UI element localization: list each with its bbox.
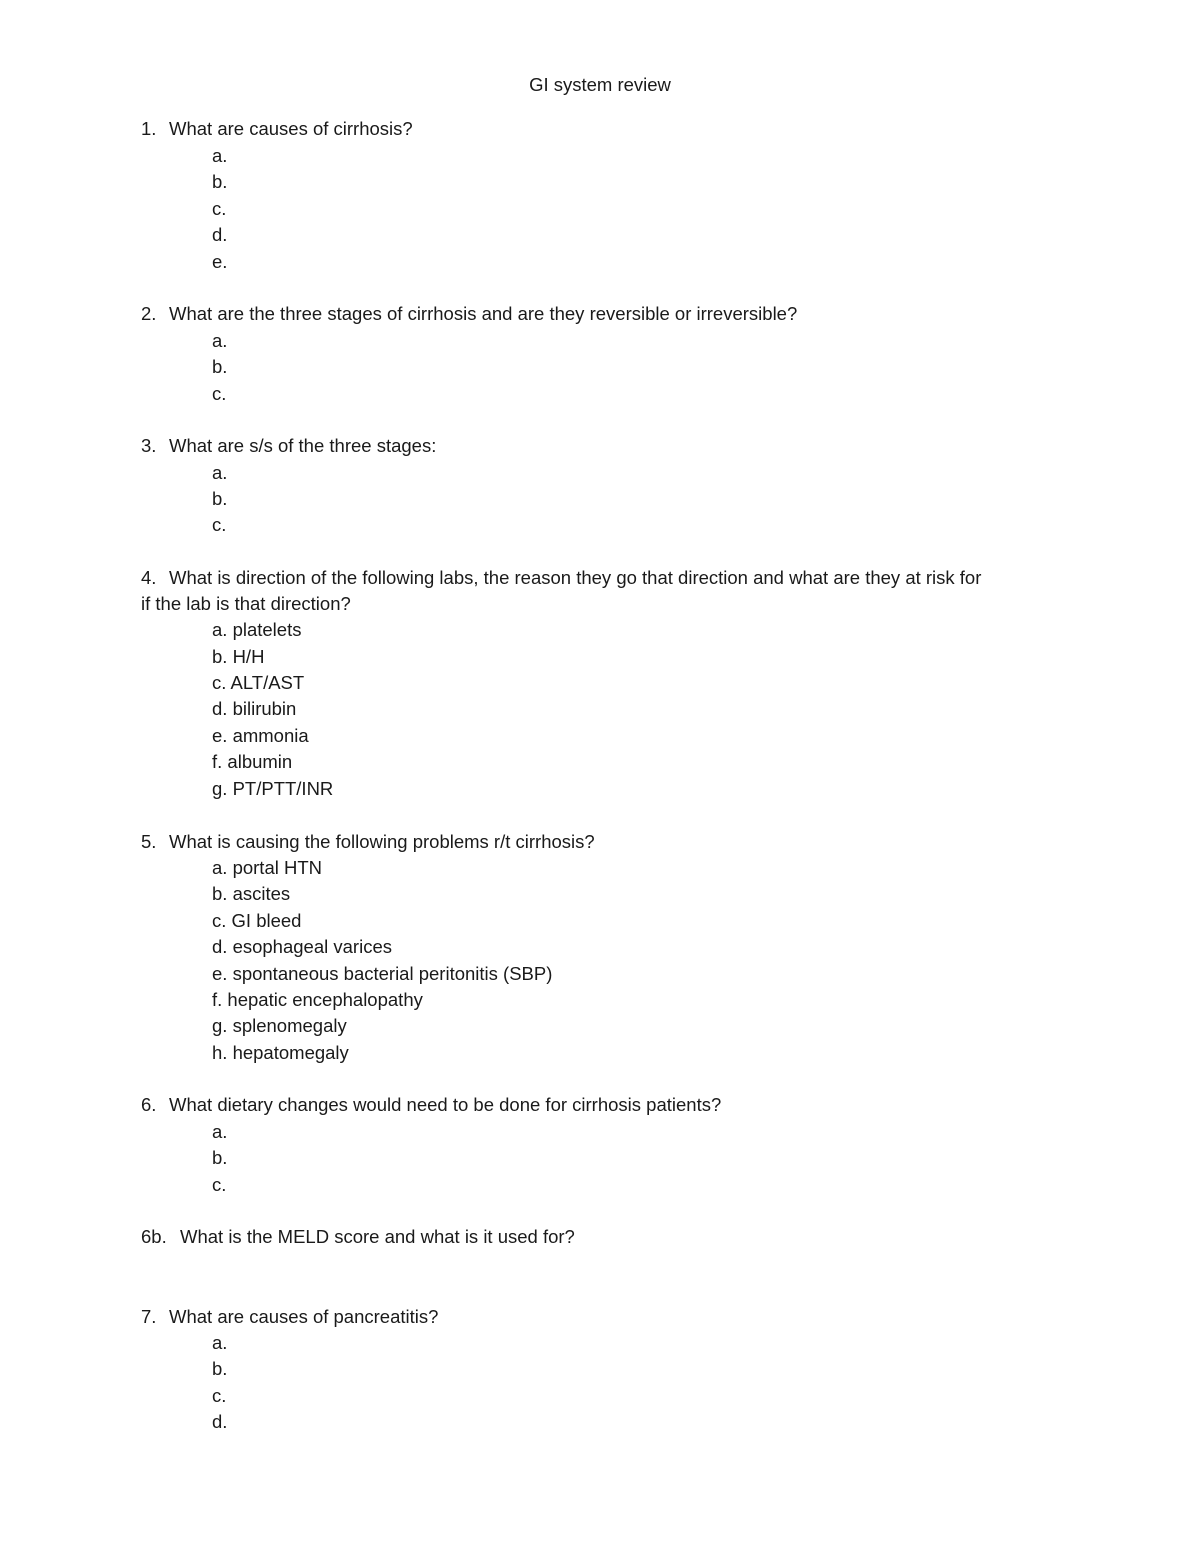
question-5-item-a: a. portal HTN bbox=[212, 857, 323, 878]
question-5-item-e: e. spontaneous bacterial peritonitis (SBP) bbox=[212, 963, 553, 984]
question-4-item-c: c. ALT/AST bbox=[212, 672, 305, 693]
question-4-item-g: g. PT/PTT/INR bbox=[212, 778, 334, 799]
question-6b-number: 6b. bbox=[141, 1226, 167, 1247]
question-5-item-b: b. ascites bbox=[212, 883, 291, 904]
question-6-item-a: a. bbox=[212, 1121, 228, 1142]
question-1-item-a: a. bbox=[212, 145, 228, 166]
question-1-item-b: b. bbox=[212, 171, 228, 192]
question-7-item-d: d. bbox=[212, 1411, 228, 1432]
question-7-number: 7. bbox=[141, 1306, 157, 1327]
question-1-item-d: d. bbox=[212, 224, 228, 245]
question-5-text: What is causing the following problems r/t cirrhosis? bbox=[169, 831, 595, 852]
question-2-item-a: a. bbox=[212, 330, 228, 351]
question-4-item-a: a. platelets bbox=[212, 619, 302, 640]
question-5-item-d: d. esophageal varices bbox=[212, 936, 392, 957]
question-2-item-b: b. bbox=[212, 356, 228, 377]
question-1-number: 1. bbox=[141, 118, 157, 139]
question-4-text-line-1: What is direction of the following labs, the reason they go that direction and what are they at risk for bbox=[169, 567, 982, 588]
question-3-item-b: b. bbox=[212, 488, 228, 509]
question-2-text: What are the three stages of cirrhosis and are they reversible or irreversible? bbox=[169, 303, 798, 324]
question-7-item-a: a. bbox=[212, 1332, 228, 1353]
question-5-item-h: h. hepatomegaly bbox=[212, 1042, 349, 1063]
question-5-item-f: f. hepatic encephalopathy bbox=[212, 989, 423, 1010]
question-1-item-c: c. bbox=[212, 198, 227, 219]
question-4-item-e: e. ammonia bbox=[212, 725, 309, 746]
question-6b-text: What is the MELD score and what is it used for? bbox=[180, 1226, 575, 1247]
question-3-item-a: a. bbox=[212, 462, 228, 483]
question-6-number: 6. bbox=[141, 1094, 157, 1115]
question-7-text: What are causes of pancreatitis? bbox=[169, 1306, 439, 1327]
question-4-number: 4. bbox=[141, 567, 157, 588]
question-6-text: What dietary changes would need to be done for cirrhosis patients? bbox=[169, 1094, 722, 1115]
question-4-item-d: d. bilirubin bbox=[212, 698, 297, 719]
question-4-item-b: b. H/H bbox=[212, 646, 265, 667]
question-6-item-b: b. bbox=[212, 1147, 228, 1168]
question-6-item-c: c. bbox=[212, 1174, 227, 1195]
document-title: GI system review bbox=[529, 74, 671, 95]
question-1-item-e: e. bbox=[212, 251, 228, 272]
question-1-text: What are causes of cirrhosis? bbox=[169, 118, 413, 139]
question-7-item-b: b. bbox=[212, 1358, 228, 1379]
question-2-number: 2. bbox=[141, 303, 157, 324]
question-3-text: What are s/s of the three stages: bbox=[169, 435, 437, 456]
question-7-item-c: c. bbox=[212, 1385, 227, 1406]
question-5-item-g: g. splenomegaly bbox=[212, 1015, 347, 1036]
question-2-item-c: c. bbox=[212, 383, 227, 404]
question-3-number: 3. bbox=[141, 435, 157, 456]
question-4-item-f: f. albumin bbox=[212, 751, 293, 772]
question-5-item-c: c. GI bleed bbox=[212, 910, 302, 931]
question-4-text-line-2: if the lab is that direction? bbox=[141, 593, 351, 614]
question-5-number: 5. bbox=[141, 831, 157, 852]
question-3-item-c: c. bbox=[212, 514, 227, 535]
